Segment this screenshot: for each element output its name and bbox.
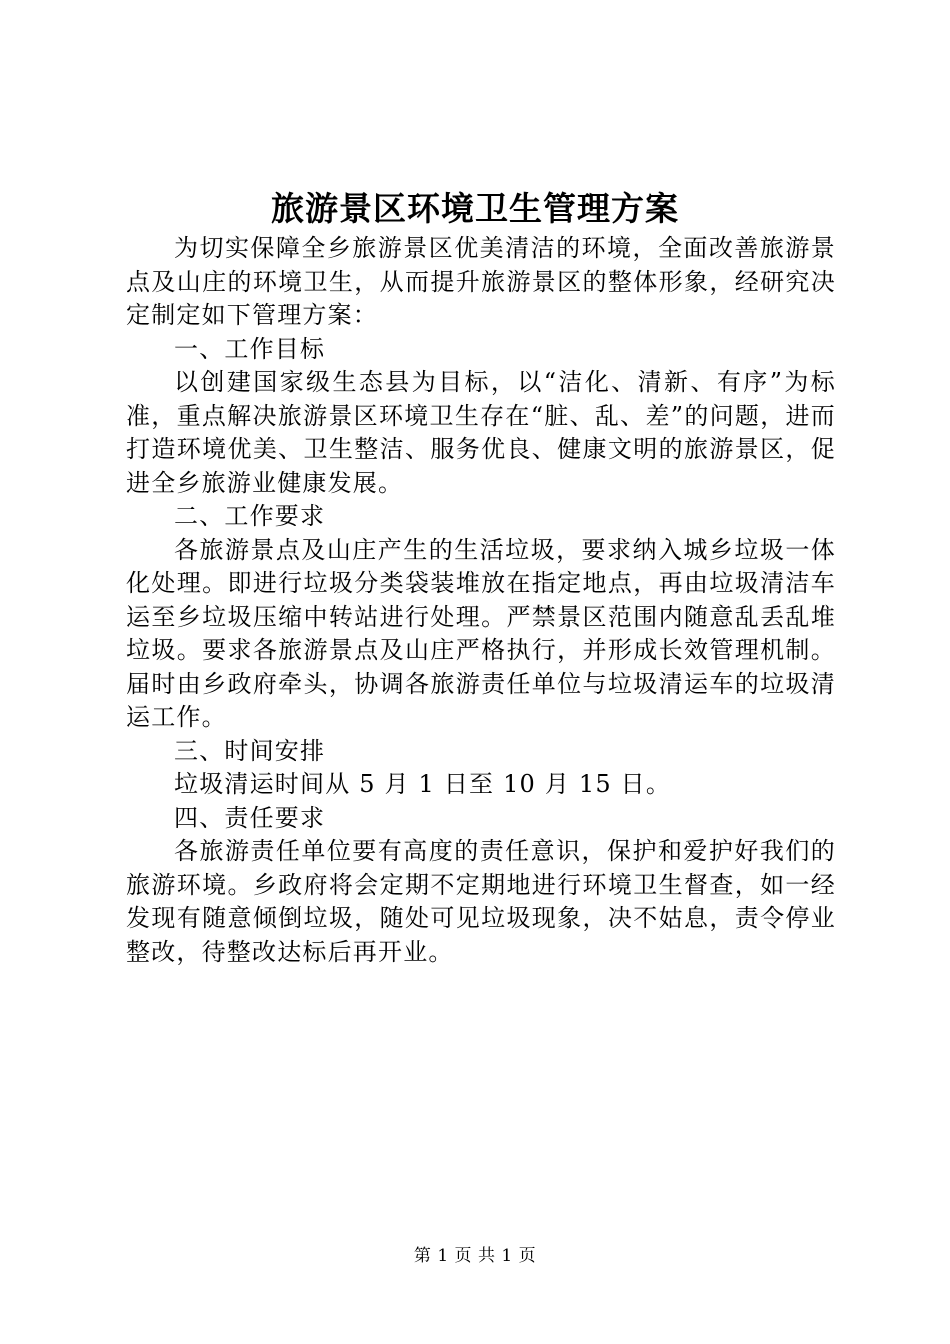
section-content-schedule: 垃圾清运时间从 5 月 1 日至 10 月 15 日。 [174, 770, 672, 798]
section-heading-goals: 一、工作目标 [174, 334, 326, 363]
page-number-footer: 第 1 页 共 1 页 [413, 1246, 537, 1266]
document-body [126, 232, 836, 969]
section-heading-requirements: 二、工作要求 [174, 502, 326, 530]
section-heading-responsibility: 四、责任要求 [174, 803, 326, 832]
section-content-responsibility: 各旅游责任单位要有高度的责任意识，保护和爱护好我们的旅游环境。乡政府将会定期不定期地进行环境卫生督查，如一经发现有随意倾倒垃圾，随处可见垃圾现象，决不姑息，责令停业整改，待整改达标后再开业。 [126, 837, 836, 966]
section-content-goals: 以创建国家级生态县为目标，以“洁化、清新、有序”为标准，重点解决旅游景区环境卫生存在“脏、乱、差”的问题，进而打造环境优美、卫生整洁、服务优良、健康文明的旅游景区，促进全乡旅游业健康发展。 [126, 368, 836, 497]
section-heading-schedule: 三、时间安排 [174, 736, 326, 765]
section-content-requirements: 各旅游景点及山庄产生的生活垃圾，要求纳入城乡垃圾一体化处理。即进行垃圾分类袋装堆放在指定地点，再由垃圾清洁车运至乡垃圾压缩中转站进行处理。严禁景区范围内随意乱丢乱堆垃圾。要求各旅游景点及山庄严格执行，并形成长效管理机制。届时由乡政府牵头，协调各旅游责任单位与垃圾清运车的垃圾清运工作。 [126, 535, 836, 731]
intro-paragraph: 为切实保障全乡旅游景区优美清洁的环境，全面改善旅游景点及山庄的环境卫生，从而提升旅游景区的整体形象，经研究决定制定如下管理方案： [126, 234, 836, 329]
document-title: 旅游景区环境卫生管理方案 [271, 189, 679, 228]
